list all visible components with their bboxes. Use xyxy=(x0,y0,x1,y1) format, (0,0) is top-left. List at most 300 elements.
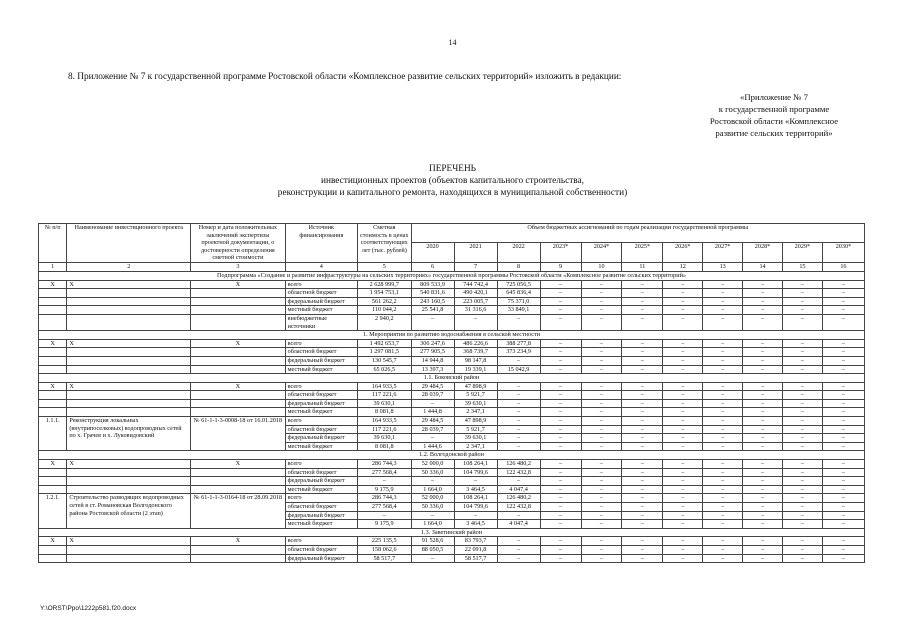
cell-year-value: – xyxy=(822,460,864,469)
section-heading: 1.3. Заветинский район xyxy=(39,528,865,537)
cell-year-value: – xyxy=(497,477,540,486)
cell-source: местный бюджет xyxy=(285,442,357,451)
cell-cost: 39 630,1 xyxy=(358,434,412,443)
cell-year-value: – xyxy=(822,468,864,477)
cell-year-value: – xyxy=(622,365,663,374)
cell-year-value: 1 444,6 xyxy=(411,442,454,451)
table-row xyxy=(39,554,865,563)
cell-year-value: – xyxy=(497,314,540,330)
cell-year-value: 3 464,5 xyxy=(454,485,497,494)
cell-year-value: 243 160,5 xyxy=(411,297,454,306)
cell-project-name: Строительство разводящих водопроводных сетей в ст. Романовская Волгодонского района Ростовской области (2 этап) xyxy=(67,494,191,528)
cell-year-value: – xyxy=(497,382,540,391)
cell-cost: 65 026,5 xyxy=(358,365,412,374)
cell-year-value: 83 793,7 xyxy=(454,537,497,546)
cell-year-value: 50 336,0 xyxy=(411,503,454,512)
table-row xyxy=(39,280,865,289)
cell-project-name: X xyxy=(67,382,191,391)
cell-expertise xyxy=(191,485,285,494)
column-index: 8 xyxy=(497,262,540,271)
cell-year-value: – xyxy=(782,297,822,306)
cell-year-value: 3 464,5 xyxy=(454,520,497,529)
column-index: 7 xyxy=(454,262,497,271)
cell-year-value: – xyxy=(703,365,743,374)
cell-year-value: – xyxy=(782,511,822,520)
cell-year-value: – xyxy=(782,520,822,529)
cell-year-value: – xyxy=(822,339,864,348)
cell-cost: 286 744,3 xyxy=(358,494,412,503)
cell-num xyxy=(39,365,67,374)
cell-year-value: – xyxy=(540,399,581,408)
cell-year-value: – xyxy=(622,306,663,315)
cell-year-value: 75 371,0 xyxy=(497,297,540,306)
cell-source: областной бюджет xyxy=(285,289,357,298)
cell-year-value: – xyxy=(622,339,663,348)
cell-year-value: 31 316,6 xyxy=(454,306,497,315)
column-index: 4 xyxy=(285,262,357,271)
cell-year-value: – xyxy=(622,408,663,417)
cell-year-value: – xyxy=(622,503,663,512)
cell-num: X xyxy=(39,339,67,348)
cell-expertise xyxy=(191,365,285,374)
cell-year-value: – xyxy=(581,434,622,443)
cell-year-value: – xyxy=(622,511,663,520)
cell-source: федеральный бюджет xyxy=(285,434,357,443)
cell-year-value: – xyxy=(581,442,622,451)
cell-year-value: – xyxy=(622,391,663,400)
cell-year-value: – xyxy=(663,314,703,330)
cell-year-value: – xyxy=(540,382,581,391)
cell-expertise xyxy=(191,408,285,417)
cell-project-name xyxy=(67,348,191,357)
cell-source: всего xyxy=(285,417,357,426)
cell-year-value: 29 484,5 xyxy=(411,382,454,391)
investment-projects-table xyxy=(38,223,865,563)
cell-year-value: 98 147,8 xyxy=(454,356,497,365)
cell-year-value: – xyxy=(743,468,783,477)
cell-year-value: – xyxy=(581,348,622,357)
cell-year-value: – xyxy=(822,391,864,400)
cell-year-value: – xyxy=(663,280,703,289)
cell-project-name xyxy=(67,306,191,315)
cell-year-value: 22 091,8 xyxy=(454,545,497,554)
cell-year-value: – xyxy=(782,417,822,426)
cell-year-value: – xyxy=(743,545,783,554)
cell-source: федеральный бюджет xyxy=(285,399,357,408)
cell-year-value: – xyxy=(581,280,622,289)
table-row xyxy=(39,339,865,348)
cell-year-value: – xyxy=(743,391,783,400)
cell-year-value: – xyxy=(622,434,663,443)
cell-year-value: – xyxy=(581,417,622,426)
cell-expertise: № 61-1-1-3-0164-18 от 28.09.2018 xyxy=(191,494,285,528)
cell-year-value: – xyxy=(622,545,663,554)
cell-year-value: – xyxy=(411,434,454,443)
cell-year-value: 104 799,6 xyxy=(454,468,497,477)
cell-year-value: – xyxy=(822,314,864,330)
header-year: 2021 xyxy=(454,243,497,262)
cell-cost: 130 545,7 xyxy=(358,356,412,365)
cell-year-value: – xyxy=(663,537,703,546)
cell-year-value: – xyxy=(663,365,703,374)
cell-year-value: – xyxy=(703,314,743,330)
column-index: 11 xyxy=(622,262,663,271)
cell-year-value: – xyxy=(497,417,540,426)
cell-year-value: 39 630,1 xyxy=(454,399,497,408)
cell-num: X xyxy=(39,460,67,469)
cell-year-value: – xyxy=(411,399,454,408)
cell-num xyxy=(39,468,67,477)
cell-year-value: – xyxy=(454,477,497,486)
section-row xyxy=(39,451,865,460)
cell-source: областной бюджет xyxy=(285,348,357,357)
cell-year-value: – xyxy=(703,408,743,417)
header-cost: Сметная стоимость в ценах соответствующих лет (тыс. рублей) xyxy=(358,224,412,263)
cell-num: 1.1.1. xyxy=(39,417,67,451)
cell-year-value: – xyxy=(663,382,703,391)
cell-year-value: – xyxy=(782,289,822,298)
cell-year-value: 223 005,7 xyxy=(454,297,497,306)
cell-year-value: – xyxy=(822,280,864,289)
cell-year-value: 108 264,1 xyxy=(454,494,497,503)
cell-year-value: – xyxy=(703,503,743,512)
cell-year-value: 14 944,8 xyxy=(411,356,454,365)
cell-cost: 9 175,9 xyxy=(358,485,412,494)
cell-year-value: 277 905,5 xyxy=(411,348,454,357)
section-heading: 1. Мероприятия по развитию водоснабжения в сельской местности xyxy=(39,331,865,340)
header-year: 2030* xyxy=(822,243,864,262)
cell-project-name xyxy=(67,356,191,365)
appendix-line: развитие сельских территорий» xyxy=(715,128,833,138)
cell-year-value: – xyxy=(782,348,822,357)
cell-year-value: 91 528,6 xyxy=(411,537,454,546)
cell-year-value: – xyxy=(743,399,783,408)
cell-expertise: № 61-1-1-3-0008-18 от 16.01.2018 xyxy=(191,417,285,451)
cell-source: областной бюджет xyxy=(285,391,357,400)
cell-cost: – xyxy=(358,511,412,520)
cell-year-value: – xyxy=(703,511,743,520)
cell-expertise xyxy=(191,348,285,357)
cell-year-value: – xyxy=(782,382,822,391)
cell-year-value: 4 047,4 xyxy=(497,520,540,529)
cell-year-value: – xyxy=(581,365,622,374)
cell-year-value: – xyxy=(540,339,581,348)
cell-year-value: 486 226,6 xyxy=(454,339,497,348)
cell-year-value: – xyxy=(581,306,622,315)
cell-cost: 225 135,5 xyxy=(358,537,412,546)
cell-year-value: – xyxy=(782,554,822,563)
cell-year-value: 122 432,8 xyxy=(497,468,540,477)
table-row xyxy=(39,314,865,330)
table-row xyxy=(39,289,865,298)
cell-year-value: – xyxy=(743,348,783,357)
cell-year-value: 28 039,7 xyxy=(411,425,454,434)
table-row xyxy=(39,348,865,357)
section-heading: 1.1. Боковский район xyxy=(39,374,865,383)
cell-cost: 158 062,6 xyxy=(358,545,412,554)
cell-expertise xyxy=(191,468,285,477)
cell-year-value: – xyxy=(581,503,622,512)
cell-year-value: – xyxy=(782,468,822,477)
cell-source: местный бюджет xyxy=(285,485,357,494)
cell-expertise xyxy=(191,297,285,306)
cell-cost: 117 221,6 xyxy=(358,391,412,400)
cell-year-value: 809 533,9 xyxy=(411,280,454,289)
cell-year-value: 5 921,7 xyxy=(454,391,497,400)
cell-source: внебюджетные источники xyxy=(285,314,357,330)
cell-year-value: 1 444,8 xyxy=(411,408,454,417)
cell-year-value: – xyxy=(497,408,540,417)
cell-source: федеральный бюджет xyxy=(285,356,357,365)
cell-year-value: – xyxy=(581,485,622,494)
cell-num xyxy=(39,477,67,486)
cell-year-value: – xyxy=(743,434,783,443)
cell-year-value: 540 831,6 xyxy=(411,289,454,298)
cell-year-value: – xyxy=(743,314,783,330)
cell-year-value: 368 739,7 xyxy=(454,348,497,357)
cell-project-name xyxy=(67,545,191,554)
cell-num xyxy=(39,314,67,330)
cell-year-value: – xyxy=(540,511,581,520)
header-year: 2029* xyxy=(782,243,822,262)
cell-num xyxy=(39,545,67,554)
cell-year-value: 725 056,5 xyxy=(497,280,540,289)
section-row xyxy=(39,374,865,383)
cell-year-value: – xyxy=(743,306,783,315)
cell-year-value: – xyxy=(663,399,703,408)
table-row xyxy=(39,545,865,554)
cell-year-value: – xyxy=(743,280,783,289)
cell-year-value: – xyxy=(743,554,783,563)
cell-year-value: 1 664,0 xyxy=(411,520,454,529)
cell-year-value: – xyxy=(782,391,822,400)
cell-year-value: – xyxy=(622,425,663,434)
cell-cost: 277 568,4 xyxy=(358,503,412,512)
cell-year-value: – xyxy=(782,339,822,348)
cell-cost: 58 517,7 xyxy=(358,554,412,563)
cell-year-value: – xyxy=(782,485,822,494)
cell-year-value: – xyxy=(581,399,622,408)
cell-expertise: X xyxy=(191,537,285,546)
cell-year-value: – xyxy=(663,545,703,554)
cell-project-name xyxy=(67,399,191,408)
cell-year-value: – xyxy=(663,468,703,477)
column-index: 6 xyxy=(411,262,454,271)
cell-cost: 2 940,2 xyxy=(358,314,412,330)
cell-year-value: – xyxy=(663,494,703,503)
cell-year-value: – xyxy=(743,485,783,494)
cell-year-value: – xyxy=(703,460,743,469)
cell-year-value: 645 836,4 xyxy=(497,289,540,298)
cell-year-value: – xyxy=(663,434,703,443)
cell-project-name xyxy=(67,485,191,494)
cell-year-value: 5 921,7 xyxy=(454,425,497,434)
file-path-footer: Y:\ORST\Ppo\1222p581.f20.docx xyxy=(40,605,137,612)
cell-year-value: 13 397,3 xyxy=(411,365,454,374)
cell-cost: 8 081,8 xyxy=(358,408,412,417)
cell-year-value: – xyxy=(581,494,622,503)
cell-year-value: – xyxy=(743,503,783,512)
table-row xyxy=(39,485,865,494)
cell-source: федеральный бюджет xyxy=(285,297,357,306)
cell-expertise: X xyxy=(191,339,285,348)
column-index: 13 xyxy=(703,262,743,271)
header-budget-group: Объем бюджетных ассигнований по годам реализации государственной программы xyxy=(411,224,864,243)
cell-year-value: – xyxy=(743,537,783,546)
cell-source: федеральный бюджет xyxy=(285,477,357,486)
cell-cost: 561 262,2 xyxy=(358,297,412,306)
cell-source: всего xyxy=(285,537,357,546)
cell-year-value: – xyxy=(540,520,581,529)
cell-cost: 164 933,5 xyxy=(358,417,412,426)
cell-cost: 277 568,4 xyxy=(358,468,412,477)
cell-year-value: – xyxy=(540,356,581,365)
cell-num xyxy=(39,408,67,417)
cell-year-value: – xyxy=(703,545,743,554)
cell-project-name xyxy=(67,408,191,417)
cell-year-value: – xyxy=(822,356,864,365)
cell-year-value: – xyxy=(703,297,743,306)
appendix-line: «Приложение № 7 xyxy=(740,92,808,102)
cell-year-value: – xyxy=(540,306,581,315)
cell-project-name xyxy=(67,391,191,400)
cell-cost: 1 297 081,5 xyxy=(358,348,412,357)
cell-year-value: – xyxy=(540,477,581,486)
table-row xyxy=(39,399,865,408)
cell-year-value: – xyxy=(663,408,703,417)
column-index: 15 xyxy=(782,262,822,271)
cell-year-value: – xyxy=(663,511,703,520)
cell-year-value: – xyxy=(663,425,703,434)
cell-year-value: – xyxy=(743,289,783,298)
cell-year-value: – xyxy=(822,348,864,357)
cell-year-value: 2 347,1 xyxy=(454,408,497,417)
cell-expertise xyxy=(191,399,285,408)
cell-project-name: X xyxy=(67,460,191,469)
section-heading: Подпрограмма «Создание и развитие инфраструктуры на сельских территориях» государственной программы Ростовской области «Комплексное развитие сельских территорий» xyxy=(39,271,865,280)
cell-year-value: – xyxy=(497,511,540,520)
cell-year-value: – xyxy=(703,468,743,477)
cell-year-value: – xyxy=(822,382,864,391)
table-row xyxy=(39,356,865,365)
cell-source: всего xyxy=(285,339,357,348)
cell-expertise xyxy=(191,289,285,298)
cell-year-value: – xyxy=(822,494,864,503)
table-row xyxy=(39,417,865,426)
table-row xyxy=(39,391,865,400)
cell-project-name xyxy=(67,289,191,298)
table-row xyxy=(39,297,865,306)
cell-year-value: – xyxy=(822,545,864,554)
cell-cost: 8 081,8 xyxy=(358,442,412,451)
cell-year-value: – xyxy=(622,537,663,546)
table-row xyxy=(39,494,865,503)
title-line: реконструкции и капитального ремонта, находящихся в муниципальной собственности) xyxy=(277,188,628,198)
header-year: 2026* xyxy=(663,243,703,262)
cell-expertise xyxy=(191,356,285,365)
cell-year-value: – xyxy=(622,554,663,563)
cell-year-value: – xyxy=(782,434,822,443)
cell-year-value: – xyxy=(822,417,864,426)
cell-year-value: – xyxy=(703,434,743,443)
cell-year-value: – xyxy=(703,477,743,486)
cell-source: местный бюджет xyxy=(285,365,357,374)
cell-source: областной бюджет xyxy=(285,545,357,554)
cell-year-value: – xyxy=(822,306,864,315)
header-year: 2028* xyxy=(743,243,783,262)
column-index: 14 xyxy=(743,262,783,271)
cell-year-value: – xyxy=(622,468,663,477)
cell-year-value: – xyxy=(782,477,822,486)
cell-year-value: – xyxy=(581,425,622,434)
cell-num xyxy=(39,306,67,315)
column-index: 12 xyxy=(663,262,703,271)
cell-source: областной бюджет xyxy=(285,468,357,477)
cell-year-value: – xyxy=(822,520,864,529)
cell-num: 1.2.1. xyxy=(39,494,67,528)
cell-year-value: – xyxy=(454,511,497,520)
cell-year-value: – xyxy=(743,511,783,520)
cell-year-value: – xyxy=(822,408,864,417)
cell-year-value: – xyxy=(703,391,743,400)
cell-expertise: X xyxy=(191,460,285,469)
cell-year-value: – xyxy=(822,442,864,451)
cell-source: областной бюджет xyxy=(285,425,357,434)
cell-year-value: – xyxy=(703,399,743,408)
cell-year-value: – xyxy=(411,554,454,563)
cell-year-value: – xyxy=(782,537,822,546)
cell-cost: 1 954 753,1 xyxy=(358,289,412,298)
column-index: 3 xyxy=(191,262,285,271)
cell-year-value: 15 042,9 xyxy=(497,365,540,374)
cell-project-name: X xyxy=(67,339,191,348)
cell-year-value: – xyxy=(622,485,663,494)
cell-expertise: X xyxy=(191,280,285,289)
cell-year-value: – xyxy=(822,399,864,408)
cell-source: местный бюджет xyxy=(285,306,357,315)
cell-year-value: – xyxy=(581,468,622,477)
column-index: 1 xyxy=(39,262,67,271)
cell-year-value: 29 484,5 xyxy=(411,417,454,426)
document-title xyxy=(0,163,905,199)
intro-paragraph: 8. Приложение № 7 к государственной программе Ростовской области «Комплексное развитие сельских территорий» изложить в редакции: xyxy=(68,72,622,82)
header-num: № п/п xyxy=(39,224,67,263)
cell-expertise xyxy=(191,314,285,330)
cell-year-value: – xyxy=(581,520,622,529)
cell-num xyxy=(39,289,67,298)
header-year: 2025* xyxy=(622,243,663,262)
page-number: 14 xyxy=(448,38,457,47)
cell-year-value: – xyxy=(743,382,783,391)
cell-year-value: – xyxy=(581,460,622,469)
cell-year-value: – xyxy=(622,356,663,365)
title-line: ПЕРЕЧЕНЬ xyxy=(428,164,476,174)
header-year: 2027* xyxy=(703,243,743,262)
section-row xyxy=(39,331,865,340)
cell-project-name xyxy=(67,297,191,306)
cell-year-value: 19 339,1 xyxy=(454,365,497,374)
cell-year-value: 52 000,0 xyxy=(411,460,454,469)
column-index: 16 xyxy=(822,262,864,271)
cell-year-value: – xyxy=(622,520,663,529)
cell-year-value: 50 336,0 xyxy=(411,468,454,477)
cell-year-value: – xyxy=(822,365,864,374)
cell-year-value: 104 799,6 xyxy=(454,503,497,512)
cell-year-value: – xyxy=(540,365,581,374)
cell-expertise xyxy=(191,545,285,554)
column-index: 9 xyxy=(540,262,581,271)
cell-year-value: – xyxy=(540,289,581,298)
